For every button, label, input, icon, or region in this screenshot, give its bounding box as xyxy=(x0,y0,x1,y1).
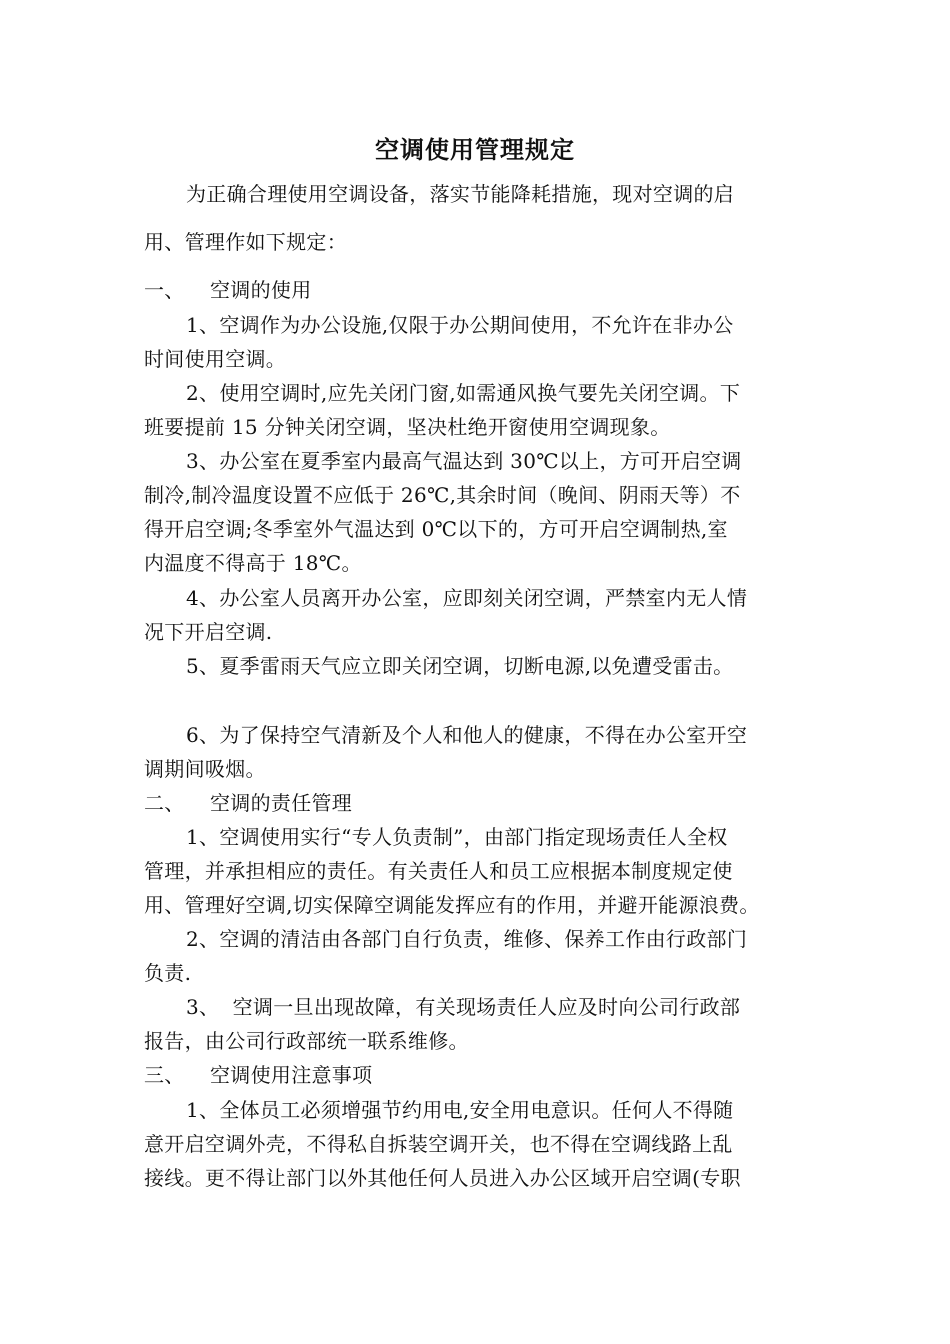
paragraph-line: 1、空调使用实行“专人负责制”，由部门指定现场责任人全权 xyxy=(186,825,728,849)
paragraph-line: 6、为了保持空气清新及个人和他人的健康，不得在办公室开空 xyxy=(186,723,748,747)
paragraph-line: 2、空调的清洁由各部门自行负责，维修、保养工作由行政部门 xyxy=(186,927,748,951)
section-title: 空调的使用 xyxy=(210,278,312,302)
paragraph-line: 时间使用空调。 xyxy=(144,347,287,371)
paragraph-line: 班要提前 15 分钟关闭空调，坚决杜绝开窗使用空调现象。 xyxy=(144,415,671,439)
paragraph-line: 用、管理好空调,切实保障空调能发挥应有的作用，并避开能源浪费。 xyxy=(144,893,760,917)
section-title: 空调使用注意事项 xyxy=(210,1063,373,1087)
paragraph-line: 负责. xyxy=(144,961,192,985)
paragraph-line: 1、空调作为办公设施,仅限于办公期间使用，不允许在非办公 xyxy=(186,313,734,337)
paragraph-line: 况下开启空调. xyxy=(144,620,273,644)
section-number: 一、 xyxy=(144,278,185,302)
paragraph-line: 1、全体员工必须增强节约用电,安全用电意识。任何人不得随 xyxy=(186,1098,734,1122)
section-title: 空调的责任管理 xyxy=(210,791,353,815)
paragraph-line: 3、办公室在夏季室内最高气温达到 30℃以上，方可开启空调 xyxy=(186,449,742,473)
paragraph-line: 3、 空调一旦出现故障，有关现场责任人应及时向公司行政部 xyxy=(186,995,741,1019)
paragraph-line: 意开启空调外壳，不得私自拆装空调开关，也不得在空调线路上乱 xyxy=(144,1132,733,1156)
section-number: 二、 xyxy=(144,791,185,815)
section-number: 三、 xyxy=(144,1063,185,1087)
paragraph-line: 制冷,制冷温度设置不应低于 26℃,其余时间（晚间、阴雨天等）不 xyxy=(144,483,741,507)
section-heading xyxy=(144,1059,372,1088)
intro-line: 为正确合理使用空调设备，落实节能降耗措施，现对空调的启 xyxy=(186,182,735,206)
document-title: 空调使用管理规定 xyxy=(375,136,575,164)
paragraph-line: 接线。更不得让部门以外其他任何人员进入办公区域开启空调(专职 xyxy=(144,1166,741,1190)
paragraph-line: 4、办公室人员离开办公室，应即刻关闭空调，严禁室内无人情 xyxy=(186,586,748,610)
paragraph-line: 报告，由公司行政部统一联系维修。 xyxy=(144,1029,469,1053)
paragraph-line: 5、夏季雷雨天气应立即关闭空调，切断电源,以免遭受雷击。 xyxy=(186,654,734,678)
paragraph-line: 内温度不得高于 18℃。 xyxy=(144,551,362,575)
paragraph-line: 管理，并承担相应的责任。有关责任人和员工应根据本制度规定使 xyxy=(144,859,733,883)
paragraph-line: 得开启空调;冬季室外气温达到 0℃以下的，方可开启空调制热,室 xyxy=(144,517,728,541)
paragraph-line: 2、使用空调时,应先关闭门窗,如需通风换气要先关闭空调。下 xyxy=(186,381,741,405)
section-heading xyxy=(144,274,312,303)
intro-line: 用、管理作如下规定： xyxy=(144,230,347,254)
section-heading xyxy=(144,787,352,816)
paragraph-line: 调期间吸烟。 xyxy=(144,757,266,781)
